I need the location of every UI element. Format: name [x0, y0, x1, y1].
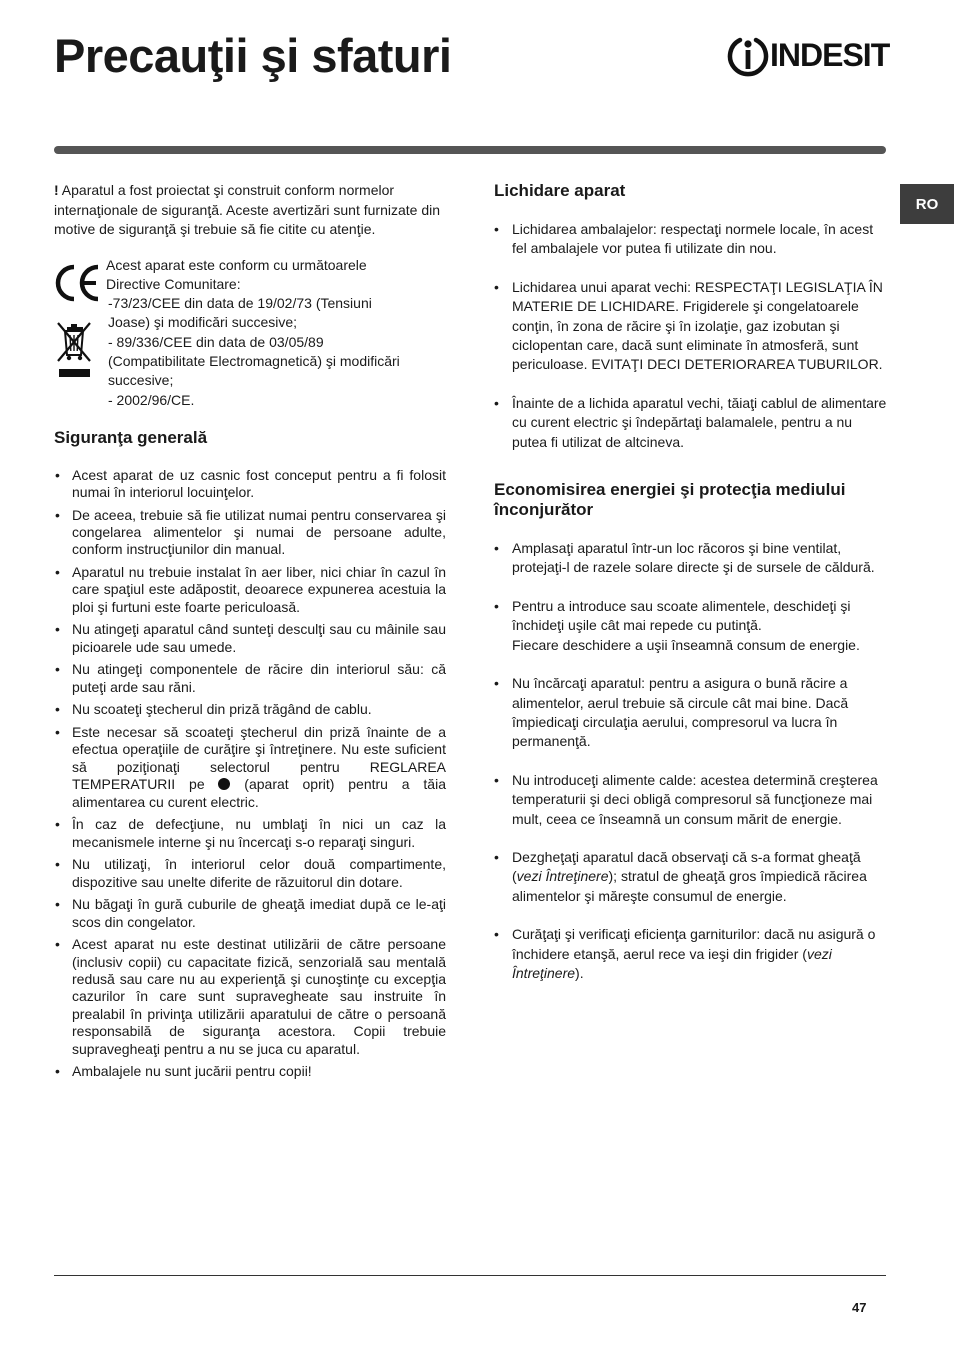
cert-line: -73/23/CEE din data de 19/02/73 (Tensiuni — [108, 295, 372, 312]
language-tab: RO — [900, 184, 954, 224]
list-item: • În caz de defecţiune, nu umblaţi în nici un caz la mecanismele interne şi nu încercaţi s-o reparaţi singuri. — [54, 816, 446, 851]
list-item: • Nu introduceţi alimente calde: acestea determină creşterea temperaturii şi deci obligă compresorul să funcţioneze mai mult, ceea ce înseamnă un consum mărit de energie. — [494, 771, 888, 829]
list-item: • Nu încărcaţi aparatul: pentru a asigura o bună răcire a alimentelor, aerul trebuie să circule cât mai bine. Dacă împiedicaţi circulaţia aerului, compresorul va lucra în permanenţă. — [494, 674, 888, 752]
cert-line: Acest aparat este conform cu următoarele — [106, 256, 367, 273]
list-item: • Amplasaţi aparatul într-un loc răcoros şi bine ventilat, protejaţi-l de razele solare directe şi de sursele de căldură. — [494, 539, 888, 578]
page-title: Precauţii şi sfaturi — [54, 29, 452, 82]
off-position-dot-icon — [218, 778, 230, 790]
energy-heading: Economisirea energiei şi protecţia mediului înconjurător — [494, 480, 846, 520]
cert-line: Joase) şi modificări succesive; — [108, 314, 298, 331]
list-item: • Nu atingeţi aparatul când sunteţi desculţi sau cu mâinile sau picioarele ude sau umede. — [54, 621, 446, 656]
list-item — [54, 724, 446, 811]
weee-crossed-bin-icon — [56, 321, 92, 383]
certification-block — [54, 256, 446, 417]
left-column — [54, 181, 446, 1086]
maintenance-reference: vezi Întreţinere — [512, 945, 832, 981]
indesit-i-mark-icon — [726, 34, 770, 78]
list-item: • Acest aparat de uz casnic fost conceput pentru a fi folosit numai în interiorul locuinţelor. — [54, 467, 446, 502]
page-number: 47 — [852, 1300, 867, 1315]
list-item: • Înainte de a lichida aparatul vechi, tăiaţi cablul de alimentare cu curent electric şi îndepărtaţi balamalele, pentru a nu putea fi utilizat de altcineva. — [494, 394, 888, 452]
list-item-text: Fiecare deschidere a uşii înseamnă consum de energie. — [512, 636, 860, 653]
list-item: • Nu utilizaţi, în interiorul celor două compartimente, dispozitive sau unelte diferite de răzuitorul din dotare. — [54, 856, 446, 891]
general-safety-list — [54, 467, 446, 1081]
certification-text — [106, 256, 451, 410]
list-item: • Aparatul nu trebuie instalat în aer liber, nici chiar în cazul în care spaţiul este adăpostit, deoarece expunerea acestuia la ploi şi furtuni este foarte periculoasă. — [54, 564, 446, 616]
list-item-text: ). — [575, 964, 584, 981]
list-item: • Nu atingeţi componentele de răcire din interiorul său: că puteţi arde sau răni. — [54, 661, 446, 696]
list-item — [494, 848, 888, 906]
intro-warning — [54, 181, 446, 240]
list-item: • Lichidarea unui aparat vechi: RESPECTAŢI LEGISLAŢIA ÎN MATERIE DE LICHIDARE. Frigiderele şi congelatoarele conţin, în zona de răcire şi în izolaţie, gaz izobutan şi ciclopentan care, dacă sunt eliminate în atmosferă, sunt periculoase. EVITAŢI DECI DETERIORAREA TUBURILOR. — [494, 278, 888, 375]
list-item — [494, 925, 888, 983]
list-item-text: Este necesar să scoateţi ştecherul din priză înainte de a efectua operaţiile de curăţire şi întreţinere. Nu este suficient să poziţionaţi selectorul pentru REGLAREA TEMPERATURII pe — [72, 723, 446, 793]
ce-mark-icon — [54, 263, 102, 303]
cert-line: - 2002/96/CE. — [108, 391, 195, 408]
cert-line: - 89/336/CEE din data de 03/05/89 — [108, 333, 324, 350]
right-column — [494, 181, 888, 1002]
cert-line: succesive; — [108, 372, 174, 389]
energy-list — [494, 539, 888, 983]
list-item: • Lichidarea ambalajelor: respectaţi normele locale, în acest fel ambalajele vor putea fi utilizate din nou. — [494, 220, 888, 259]
list-item-text: Dezgheţaţi aparatul dacă observaţi că s-a format gheaţă ( — [512, 848, 861, 885]
list-item-text: Curăţaţi şi verificaţi eficienţa garniturilor: dacă nu asigură o închidere etanşă, aerul rece va ieşi din frigider ( — [512, 926, 876, 962]
list-item-text: (aparat oprit) pentru a tăia alimentarea cu curent electric. — [72, 776, 446, 810]
list-item-text: • Pentru a introduce sau scoate alimentele, deschideţi şi închideţi uşile cât mai repede cu putinţă. — [512, 597, 851, 634]
list-item: • Acest aparat nu este destinat utilizării de către persoane (inclusiv copii) cu capacitate fizică, senzorială sau mentală redusă sau care nu au experienţă şi cunoştinţe cu excepţia cazurilor în care sunt supravegheate sau instruite în prealabil în privinţa utilizării aparatului de către o persoană responsabilă de siguranţa acestora. Copii trebuie supravegheaţi pentru a nu se juca cu aparatul. — [54, 936, 446, 1058]
disposal-list — [494, 220, 888, 452]
list-item — [494, 597, 888, 655]
intro-text: Aparatul a fost proiectat şi construit conform normelor internaţionale de siguranţă. Aceste avertizări sunt furnizate din motive de siguranţă şi trebuie să fie citite cu atenţie. — [54, 182, 441, 237]
brand-name: INDESIT — [770, 37, 890, 73]
list-item: • Nu băgaţi în gură cuburile de gheaţă imediat după ce le-aţi scos din congelator. — [54, 896, 446, 931]
indesit-logo — [726, 34, 890, 78]
general-safety-heading: Siguranţa generală — [54, 427, 208, 447]
list-item: • Ambalajele nu sunt jucării pentru copii! — [54, 1063, 446, 1080]
bottom-divider — [54, 1275, 886, 1276]
list-item-text: ); stratul de gheaţă gros împiedică răcirea alimentelor şi măreşte consumul de energie. — [512, 868, 867, 904]
list-item: • Nu scoateţi ştecherul din priză trăgând de cablu. — [54, 701, 446, 718]
top-divider — [54, 146, 886, 154]
list-item: • De aceea, trebuie să fie utilizat numai pentru conservarea şi congelarea alimentelor şi numai de persoane adulte, conform instrucţiunilor din manual. — [54, 507, 446, 559]
certification-icons — [54, 259, 104, 399]
cert-line: Directive Comunitare: — [106, 275, 241, 292]
cert-line: (Compatibilitate Electromagnetică) şi modificări — [108, 352, 400, 369]
maintenance-reference: vezi Întreţinere — [516, 868, 609, 885]
warning-mark: ! — [54, 182, 59, 198]
disposal-heading: Lichidare aparat — [494, 181, 626, 200]
